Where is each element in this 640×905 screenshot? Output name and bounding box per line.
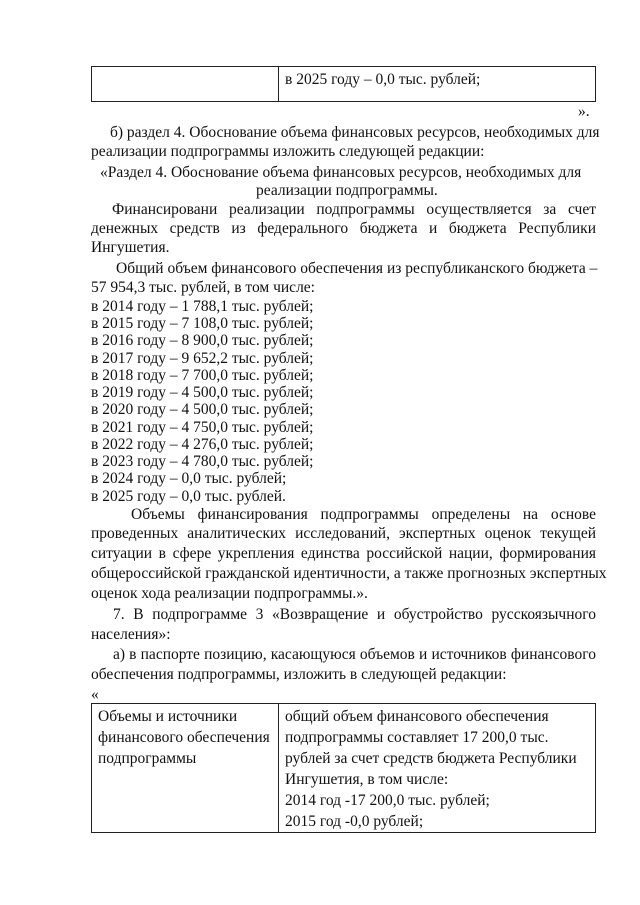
passport-value-line: общий объем финансового обеспечения <box>285 708 549 725</box>
year-line: в 2025 году – 0,0 тыс. рублей. <box>91 488 286 505</box>
para-7-line2: населения»: <box>91 626 171 643</box>
volumes-para-line3: ситуации в сфере укрепления единства российской нации, формирования <box>91 545 596 562</box>
top-table-right-cell <box>279 67 596 102</box>
passport-value-cell <box>279 704 596 833</box>
volumes-para-line1: Объемы финансирования подпрограммы определены на основе <box>131 506 596 523</box>
passport-value-line: 2014 год -17 200,0 тыс. рублей; <box>285 792 490 809</box>
volumes-para-line5: оценок хода реализации подпрограммы.». <box>91 585 368 602</box>
year-line: в 2014 году – 1 788,1 тыс. рублей; <box>91 298 314 315</box>
section-title-line2: реализации подпрограммы. <box>256 182 438 199</box>
passport-label-line: Объемы и источники <box>98 708 238 725</box>
year-line: в 2017 году – 9 652,2 тыс. рублей; <box>91 350 314 367</box>
top-table-left-cell <box>92 67 279 102</box>
total-para-line1: Общий объем финансового обеспечения из республиканского бюджета – <box>116 260 598 277</box>
top-table-right-text: в 2025 году – 0,0 тыс. рублей; <box>285 71 481 88</box>
year-line: в 2023 году – 4 780,0 тыс. рублей; <box>91 453 314 470</box>
section-title-line1: «Раздел 4. Обоснование объема финансовых ресурсов, необходимых для <box>100 164 582 181</box>
financing-para-line2: денежных средств из федерального бюджета и бюджета Республики <box>91 220 596 237</box>
top-passport-table <box>91 66 596 102</box>
para-a-line2: обеспечения подпрограммы, изложить в следующей редакции: <box>91 666 507 683</box>
passport-value-line: 2015 год -0,0 рублей; <box>285 813 424 830</box>
passport-value-line: подпрограммы составляет 17 200,0 тыс. <box>285 729 549 746</box>
passport-value-line: Ингушетия, в том числе: <box>285 771 449 788</box>
financing-para-line3: Ингушетия. <box>91 239 170 256</box>
year-line: в 2015 году – 7 108,0 тыс. рублей; <box>91 315 314 332</box>
year-line: в 2024 году – 0,0 тыс. рублей; <box>91 470 287 487</box>
passport-label-line: подпрограммы <box>98 750 197 767</box>
volumes-para-line2: проведенных аналитических исследований, экспертных оценок текущей <box>91 525 596 542</box>
year-line: в 2018 году – 7 700,0 тыс. рублей; <box>91 367 314 384</box>
passport-value-line: рублей за счет средств бюджета Республики <box>285 750 577 767</box>
para-b-line1: б) раздел 4. Обоснование объема финансовых ресурсов, необходимых для <box>110 124 600 141</box>
passport-label-cell <box>92 704 279 833</box>
financing-passport-table <box>91 703 596 833</box>
para-7-line1: 7. В подпрограмме 3 «Возвращение и обустройство русскоязычного <box>113 606 596 623</box>
year-line: в 2020 году – 4 500,0 тыс. рублей; <box>91 401 314 418</box>
closing-quote: ». <box>578 103 590 120</box>
para-a-line1: а) в паспорте позицию, касающуюся объемов и источников финансового <box>113 646 596 663</box>
passport-label-line: финансового обеспечения <box>98 729 270 746</box>
total-para-line2: 57 954,3 тыс. рублей, в том числе: <box>91 279 315 296</box>
volumes-para-line4: общероссийской гражданской идентичности, а также прогнозных экспертных <box>91 565 607 582</box>
para-b-line2: реализации подпрограммы изложить следующей редакции: <box>91 143 485 160</box>
year-line: в 2021 году – 4 750,0 тыс. рублей; <box>91 419 314 436</box>
year-line: в 2019 году – 4 500,0 тыс. рублей; <box>91 384 314 401</box>
year-line: в 2022 году – 4 276,0 тыс. рублей; <box>91 436 314 453</box>
financing-para-line1: Финансировани реализации подпрограммы осуществляется за счет <box>112 201 596 218</box>
opening-quote: « <box>91 686 99 703</box>
year-line: в 2016 году – 8 900,0 тыс. рублей; <box>91 332 314 349</box>
